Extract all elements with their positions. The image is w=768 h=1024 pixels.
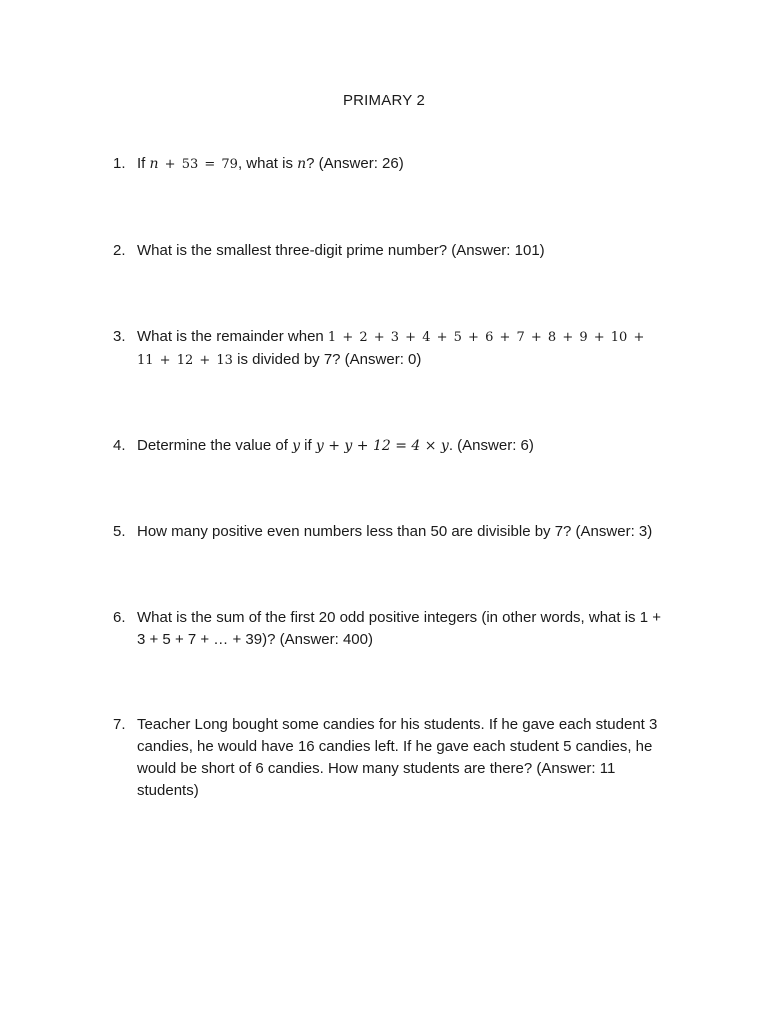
text-segment: is divided by 7? (Answer: 0) (232, 351, 422, 368)
question-4 (113, 435, 673, 457)
question-2 (113, 240, 673, 262)
question-number: 1. (113, 155, 126, 172)
text-line: What is the sum of the first 20 odd positive integers (in other words, what is 1 + (137, 609, 661, 626)
question-number: 2. (113, 242, 126, 259)
math-variable: n (149, 156, 159, 172)
text-segment: What is the remainder when (137, 328, 328, 345)
text-segment: . (Answer: 6) (448, 437, 534, 454)
question-7 (113, 714, 673, 802)
math-expression: 11 + 12 + 13 (137, 353, 233, 368)
text-line: 3 + 5 + 7 + … + 39)? (Answer: 400) (137, 631, 373, 648)
text-segment: if (300, 437, 316, 454)
question-3 (113, 326, 673, 372)
math-expression: 1 + 2 + 3 + 4 + 5 + 6 + 7 + 8 + 9 + 10 + (327, 330, 645, 345)
text-segment: Determine the value of (137, 437, 293, 454)
math-variable: n (297, 156, 307, 172)
question-5 (113, 521, 673, 543)
text-line: would be short of 6 candies. How many students are there? (Answer: 11 (137, 760, 616, 777)
question-number: 4. (113, 437, 126, 454)
question-text (137, 153, 673, 176)
question-text (137, 326, 673, 372)
question-text (137, 714, 673, 802)
question-1 (113, 153, 673, 176)
text-segment: , what is (237, 155, 298, 172)
question-6 (113, 607, 673, 651)
math-expression: y + y + 12 = 4 × y (315, 438, 449, 454)
question-number: 3. (113, 328, 126, 345)
question-text (137, 435, 673, 457)
question-number: 5. (113, 523, 126, 540)
question-text: How many positive even numbers less than 50 are divisible by 7? (Answer: 3) (137, 523, 653, 540)
math-expression: + 53 = 79 (158, 157, 238, 172)
text-segment: ? (Answer: 26) (306, 155, 404, 172)
text-line: candies, he would have 16 candies left. If he gave each student 5 candies, he (137, 738, 653, 755)
text-line: Teacher Long bought some candies for his students. If he gave each student 3 (137, 716, 658, 733)
page-title: PRIMARY 2 (342, 92, 426, 109)
question-number: 7. (113, 716, 126, 733)
question-text (137, 607, 673, 651)
text-line: students) (137, 782, 199, 799)
question-text: What is the smallest three-digit prime number? (Answer: 101) (137, 242, 545, 259)
text-segment: If (137, 155, 150, 172)
math-variable: y (292, 438, 301, 454)
question-number: 6. (113, 609, 126, 626)
